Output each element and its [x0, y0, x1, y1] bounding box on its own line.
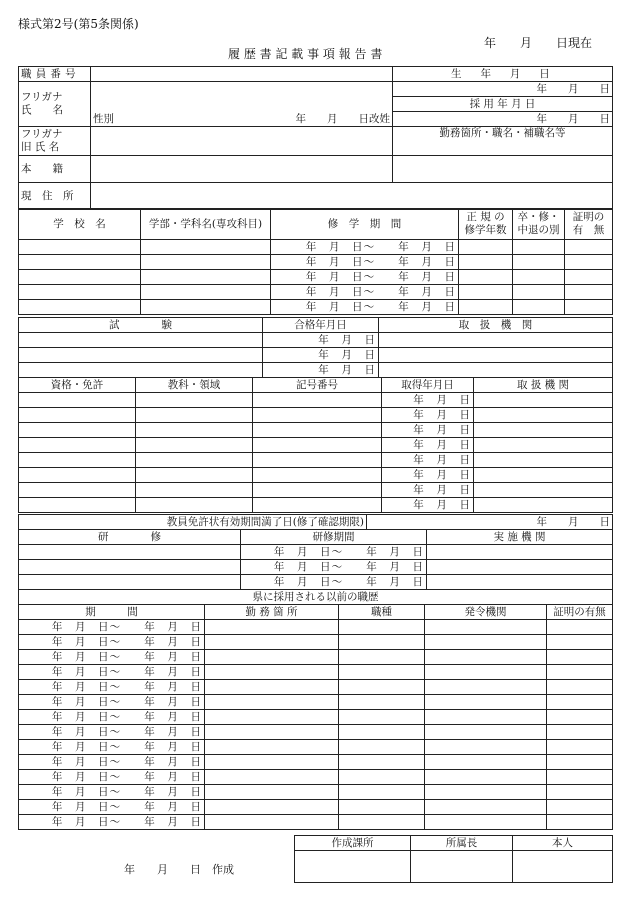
job-certificate-cell[interactable]	[547, 695, 613, 710]
prior-job-row	[19, 740, 613, 755]
job-certificate-cell[interactable]	[547, 620, 613, 635]
acquired-date-cell[interactable]: 年 月 日	[382, 438, 474, 453]
pass-date-cell[interactable]: 年 月 日	[263, 333, 379, 348]
subject-cell[interactable]	[136, 498, 253, 513]
supervisor-header: 所属長	[411, 836, 513, 851]
study-years-header: 正 規 の 修学年数	[459, 209, 513, 240]
issuing-authority-cell[interactable]	[425, 665, 547, 680]
license-cell[interactable]	[19, 498, 136, 513]
study-period-cell[interactable]: 年 月 日～ 年 月 日	[271, 240, 459, 255]
license-no-cell[interactable]	[253, 408, 382, 423]
exam-name-cell[interactable]	[19, 363, 263, 378]
prior-job-row	[19, 650, 613, 665]
self-seal-field[interactable]	[513, 851, 613, 883]
pass-date-header: 合格年月日	[263, 318, 379, 333]
issuing-authority-cell[interactable]	[425, 815, 547, 830]
job-period-cell[interactable]: 年 月 日～ 年 月 日	[19, 785, 205, 800]
exam-authority-cell[interactable]	[379, 363, 613, 378]
job-certificate-cell[interactable]	[547, 710, 613, 725]
subject-cell[interactable]	[136, 408, 253, 423]
section-seal-field[interactable]	[295, 851, 411, 883]
training-period-cell[interactable]: 年 月 日～ 年 月 日	[241, 560, 427, 575]
training-org-cell[interactable]	[427, 575, 613, 590]
subject-cell[interactable]	[136, 468, 253, 483]
job-certificate-cell[interactable]	[547, 635, 613, 650]
job-type-cell[interactable]	[339, 710, 425, 725]
name-label: 氏 名	[21, 104, 63, 116]
subject-cell[interactable]	[136, 483, 253, 498]
study-years-cell[interactable]	[459, 240, 513, 255]
job-type-cell[interactable]	[339, 695, 425, 710]
prior-job-row	[19, 710, 613, 725]
job-workplace-header: 勤 務 箇 所	[205, 605, 339, 620]
subject-cell[interactable]	[136, 453, 253, 468]
department-cell[interactable]	[141, 270, 271, 285]
school-name-cell[interactable]	[19, 300, 141, 315]
expiry-date[interactable]: 年 月 日	[367, 515, 613, 530]
graduation-type-cell[interactable]	[513, 240, 565, 255]
job-workplace-cell[interactable]	[205, 725, 339, 740]
license-table	[18, 377, 613, 513]
job-certificate-cell[interactable]	[547, 770, 613, 785]
job-certificate-header: 証明の有無	[547, 605, 613, 620]
signature-table	[294, 835, 613, 883]
acquired-date-cell[interactable]: 年 月 日	[382, 483, 474, 498]
training-name-cell[interactable]	[19, 560, 241, 575]
education-row	[19, 240, 613, 255]
issuing-authority-cell[interactable]	[425, 680, 547, 695]
issuing-authority-cell[interactable]	[425, 635, 547, 650]
graduation-type-header: 卒・修・ 中退の別	[513, 209, 565, 240]
job-type-cell[interactable]	[339, 725, 425, 740]
license-no-cell[interactable]	[253, 498, 382, 513]
job-period-cell[interactable]: 年 月 日～ 年 月 日	[19, 755, 205, 770]
license-authority-cell[interactable]	[474, 423, 613, 438]
job-period-cell[interactable]: 年 月 日～ 年 月 日	[19, 695, 205, 710]
training-period-cell[interactable]: 年 月 日～ 年 月 日	[241, 575, 427, 590]
job-workplace-cell[interactable]	[205, 650, 339, 665]
license-row	[19, 498, 613, 513]
form-number: 様式第2号(第5条関係)	[18, 17, 139, 31]
certificate-cell[interactable]	[565, 270, 613, 285]
prior-job-row	[19, 635, 613, 650]
acquired-date-cell[interactable]: 年 月 日	[382, 498, 474, 513]
name-field[interactable]	[91, 82, 393, 127]
education-rows	[19, 240, 613, 315]
job-workplace-cell[interactable]	[205, 740, 339, 755]
acquired-date-cell[interactable]: 年 月 日	[382, 468, 474, 483]
page-title: 履 歴 書 記 載 事 項 報 告 書	[228, 47, 383, 61]
job-workplace-cell[interactable]	[205, 620, 339, 635]
acquired-date-header: 取得年月日	[382, 378, 474, 393]
furigana-label: フリガナ	[21, 91, 63, 103]
study-period-header: 修 学 期 間	[271, 209, 459, 240]
subject-header: 教科・領域	[136, 378, 253, 393]
certificate-header: 証明の 有 無	[565, 209, 613, 240]
license-authority-cell[interactable]	[474, 438, 613, 453]
issuing-authority-header: 発令機関	[425, 605, 547, 620]
job-workplace-cell[interactable]	[205, 800, 339, 815]
prior-job-row	[19, 620, 613, 635]
license-row	[19, 483, 613, 498]
prior-job-rows	[19, 620, 613, 830]
study-years-cell[interactable]	[459, 270, 513, 285]
prior-job-row	[19, 770, 613, 785]
license-row	[19, 423, 613, 438]
job-certificate-cell[interactable]	[547, 725, 613, 740]
job-certificate-cell[interactable]	[547, 800, 613, 815]
job-type-cell[interactable]	[339, 770, 425, 785]
education-row	[19, 285, 613, 300]
license-row	[19, 468, 613, 483]
training-name-cell[interactable]	[19, 545, 241, 560]
prior-job-row	[19, 755, 613, 770]
training-period-cell[interactable]: 年 月 日～ 年 月 日	[241, 545, 427, 560]
prior-job-row	[19, 695, 613, 710]
job-workplace-cell[interactable]	[205, 815, 339, 830]
school-name-cell[interactable]	[19, 255, 141, 270]
job-workplace-cell[interactable]	[205, 785, 339, 800]
job-period-cell[interactable]: 年 月 日～ 年 月 日	[19, 650, 205, 665]
training-period-header: 研修期間	[241, 530, 427, 545]
prior-job-row	[19, 665, 613, 680]
pass-date-cell[interactable]: 年 月 日	[263, 348, 379, 363]
license-cell[interactable]	[19, 393, 136, 408]
issuing-authority-cell[interactable]	[425, 620, 547, 635]
license-row	[19, 408, 613, 423]
birth-date-value[interactable]: 年 月 日	[393, 82, 613, 97]
job-period-cell[interactable]: 年 月 日～ 年 月 日	[19, 665, 205, 680]
license-header: 資格・免許	[19, 378, 136, 393]
study-period-cell[interactable]: 年 月 日～ 年 月 日	[271, 255, 459, 270]
gender-label: 性別	[93, 113, 114, 125]
department-cell[interactable]	[141, 255, 271, 270]
department-cell[interactable]	[141, 285, 271, 300]
job-type-cell[interactable]	[339, 680, 425, 695]
job-certificate-cell[interactable]	[547, 815, 613, 830]
license-row	[19, 393, 613, 408]
job-workplace-cell[interactable]	[205, 755, 339, 770]
job-workplace-cell[interactable]	[205, 695, 339, 710]
license-no-cell[interactable]	[253, 453, 382, 468]
job-workplace-cell[interactable]	[205, 680, 339, 695]
license-authority-cell[interactable]	[474, 498, 613, 513]
training-org-header: 実 施 機 関	[427, 530, 613, 545]
acquired-date-cell[interactable]: 年 月 日	[382, 408, 474, 423]
license-no-cell[interactable]	[253, 393, 382, 408]
exam-table	[18, 317, 613, 378]
graduation-type-cell[interactable]	[513, 300, 565, 315]
license-cell[interactable]	[19, 483, 136, 498]
job-period-cell[interactable]: 年 月 日～ 年 月 日	[19, 725, 205, 740]
license-row	[19, 453, 613, 468]
exam-row	[19, 348, 613, 363]
issuing-authority-cell[interactable]	[425, 740, 547, 755]
training-rows	[19, 545, 613, 590]
birth-date-label: 生 年 月 日	[393, 67, 613, 82]
subject-cell[interactable]	[136, 438, 253, 453]
graduation-type-cell[interactable]	[513, 270, 565, 285]
training-org-cell[interactable]	[427, 560, 613, 575]
prior-job-row	[19, 800, 613, 815]
issuing-authority-cell[interactable]	[425, 725, 547, 740]
domicile-label: 本 籍	[19, 156, 91, 183]
acquired-date-cell[interactable]: 年 月 日	[382, 423, 474, 438]
license-cell[interactable]	[19, 453, 136, 468]
job-period-cell[interactable]: 年 月 日～ 年 月 日	[19, 680, 205, 695]
training-row	[19, 560, 613, 575]
pass-date-cell[interactable]: 年 月 日	[263, 363, 379, 378]
job-period-cell[interactable]: 年 月 日～ 年 月 日	[19, 620, 205, 635]
license-authority-cell[interactable]	[474, 453, 613, 468]
issuing-authority-cell[interactable]	[425, 710, 547, 725]
license-rows	[19, 393, 613, 513]
job-certificate-cell[interactable]	[547, 665, 613, 680]
job-workplace-cell[interactable]	[205, 665, 339, 680]
job-type-cell[interactable]	[339, 815, 425, 830]
exam-row	[19, 363, 613, 378]
training-row	[19, 545, 613, 560]
license-authority-cell[interactable]	[474, 393, 613, 408]
job-certificate-cell[interactable]	[547, 785, 613, 800]
license-authority-cell[interactable]	[474, 483, 613, 498]
section-header: 作成課所	[295, 836, 411, 851]
exam-authority-header: 取 扱 機 関	[379, 318, 613, 333]
job-type-cell[interactable]	[339, 740, 425, 755]
prior-job-row	[19, 725, 613, 740]
address-field[interactable]	[91, 183, 613, 210]
certificate-cell[interactable]	[565, 285, 613, 300]
training-org-cell[interactable]	[427, 545, 613, 560]
workplace-label: 勤務箇所・職名・補職名等	[393, 127, 613, 156]
license-no-cell[interactable]	[253, 468, 382, 483]
job-type-cell[interactable]	[339, 800, 425, 815]
old-name-label: 旧 氏 名	[21, 141, 60, 153]
period-header: 期 間	[19, 605, 205, 620]
issuing-authority-cell[interactable]	[425, 770, 547, 785]
department-cell[interactable]	[141, 240, 271, 255]
education-row	[19, 300, 613, 315]
exam-authority-cell[interactable]	[379, 348, 613, 363]
school-name-header: 学 校 名	[19, 209, 141, 240]
subject-cell[interactable]	[136, 423, 253, 438]
job-type-cell[interactable]	[339, 665, 425, 680]
staff-no-label: 職員番号	[19, 67, 91, 82]
job-type-cell[interactable]	[339, 785, 425, 800]
department-header: 学部・学科名(専攻科目)	[141, 209, 271, 240]
hire-date-value[interactable]: 年 月 日	[393, 112, 613, 127]
training-header: 研 修	[19, 530, 241, 545]
study-period-cell[interactable]: 年 月 日～ 年 月 日	[271, 270, 459, 285]
exam-name-cell[interactable]	[19, 333, 263, 348]
old-furigana-label: フリガナ	[21, 128, 63, 140]
expiry-label: 教員免許状有効期間満了日(修了確認期限)	[19, 515, 367, 530]
education-row	[19, 270, 613, 285]
license-cell[interactable]	[19, 423, 136, 438]
exam-rows	[19, 333, 613, 378]
education-table	[18, 208, 613, 315]
as-of-date: 年 月 日現在	[484, 36, 593, 50]
license-authority-cell[interactable]	[474, 408, 613, 423]
job-type-cell[interactable]	[339, 755, 425, 770]
certificate-cell[interactable]	[565, 240, 613, 255]
department-cell[interactable]	[141, 300, 271, 315]
subject-cell[interactable]	[136, 393, 253, 408]
issuing-authority-cell[interactable]	[425, 800, 547, 815]
job-certificate-cell[interactable]	[547, 740, 613, 755]
license-cell[interactable]	[19, 468, 136, 483]
study-period-cell[interactable]: 年 月 日～ 年 月 日	[271, 285, 459, 300]
training-row	[19, 575, 613, 590]
exam-row	[19, 333, 613, 348]
issuing-authority-cell[interactable]	[425, 695, 547, 710]
job-period-cell[interactable]: 年 月 日～ 年 月 日	[19, 800, 205, 815]
graduation-type-cell[interactable]	[513, 255, 565, 270]
expiry-table	[18, 514, 613, 530]
certificate-cell[interactable]	[565, 255, 613, 270]
license-cell[interactable]	[19, 438, 136, 453]
personal-info-table	[18, 66, 613, 210]
old-name-label-cell	[19, 127, 91, 156]
prior-jobs-title: 県に採用される以前の職歴	[19, 590, 613, 605]
job-period-cell[interactable]: 年 月 日～ 年 月 日	[19, 635, 205, 650]
training-table	[18, 529, 613, 590]
job-type-cell[interactable]	[339, 620, 425, 635]
self-header: 本人	[513, 836, 613, 851]
acquired-date-cell[interactable]: 年 月 日	[382, 393, 474, 408]
prior-job-row	[19, 815, 613, 830]
license-no-header: 記号番号	[253, 378, 382, 393]
school-name-cell[interactable]	[19, 240, 141, 255]
address-label: 現 住 所	[19, 183, 91, 210]
issuing-authority-cell[interactable]	[425, 755, 547, 770]
license-cell[interactable]	[19, 408, 136, 423]
certificate-cell[interactable]	[565, 300, 613, 315]
job-workplace-cell[interactable]	[205, 710, 339, 725]
job-type-cell[interactable]	[339, 635, 425, 650]
issuing-authority-cell[interactable]	[425, 650, 547, 665]
exam-authority-cell[interactable]	[379, 333, 613, 348]
staff-no-field[interactable]	[91, 67, 393, 82]
study-period-cell[interactable]: 年 月 日～ 年 月 日	[271, 300, 459, 315]
prior-job-row	[19, 785, 613, 800]
education-row	[19, 255, 613, 270]
job-period-cell[interactable]: 年 月 日～ 年 月 日	[19, 740, 205, 755]
license-no-cell[interactable]	[253, 483, 382, 498]
job-period-cell[interactable]: 年 月 日～ 年 月 日	[19, 770, 205, 785]
job-certificate-cell[interactable]	[547, 650, 613, 665]
school-name-cell[interactable]	[19, 270, 141, 285]
acquired-date-cell[interactable]: 年 月 日	[382, 453, 474, 468]
job-type-cell[interactable]	[339, 650, 425, 665]
issuing-authority-cell[interactable]	[425, 785, 547, 800]
school-name-cell[interactable]	[19, 285, 141, 300]
hire-date-label: 採 用 年 月 日	[393, 97, 613, 112]
job-workplace-cell[interactable]	[205, 635, 339, 650]
name-change-date: 年 月 日改姓	[295, 113, 390, 125]
workplace-field[interactable]	[393, 156, 613, 183]
domicile-field[interactable]	[91, 156, 393, 183]
prior-job-row	[19, 680, 613, 695]
job-certificate-cell[interactable]	[547, 755, 613, 770]
license-authority-cell[interactable]	[474, 468, 613, 483]
license-no-cell[interactable]	[253, 438, 382, 453]
training-name-cell[interactable]	[19, 575, 241, 590]
exam-header: 試 験	[19, 318, 263, 333]
license-authority-header: 取 扱 機 関	[474, 378, 613, 393]
job-type-header: 職種	[339, 605, 425, 620]
license-row	[19, 438, 613, 453]
job-certificate-cell[interactable]	[547, 680, 613, 695]
exam-name-cell[interactable]	[19, 348, 263, 363]
old-name-field[interactable]	[91, 127, 393, 156]
name-label-cell	[19, 82, 91, 127]
created-date: 年 月 日 作成	[124, 863, 234, 876]
job-workplace-cell[interactable]	[205, 770, 339, 785]
study-years-cell[interactable]	[459, 255, 513, 270]
job-period-cell[interactable]: 年 月 日～ 年 月 日	[19, 815, 205, 830]
study-years-cell[interactable]	[459, 285, 513, 300]
study-years-cell[interactable]	[459, 300, 513, 315]
supervisor-seal-field[interactable]	[411, 851, 513, 883]
prior-jobs-table	[18, 589, 613, 830]
job-period-cell[interactable]: 年 月 日～ 年 月 日	[19, 710, 205, 725]
license-no-cell[interactable]	[253, 423, 382, 438]
graduation-type-cell[interactable]	[513, 285, 565, 300]
